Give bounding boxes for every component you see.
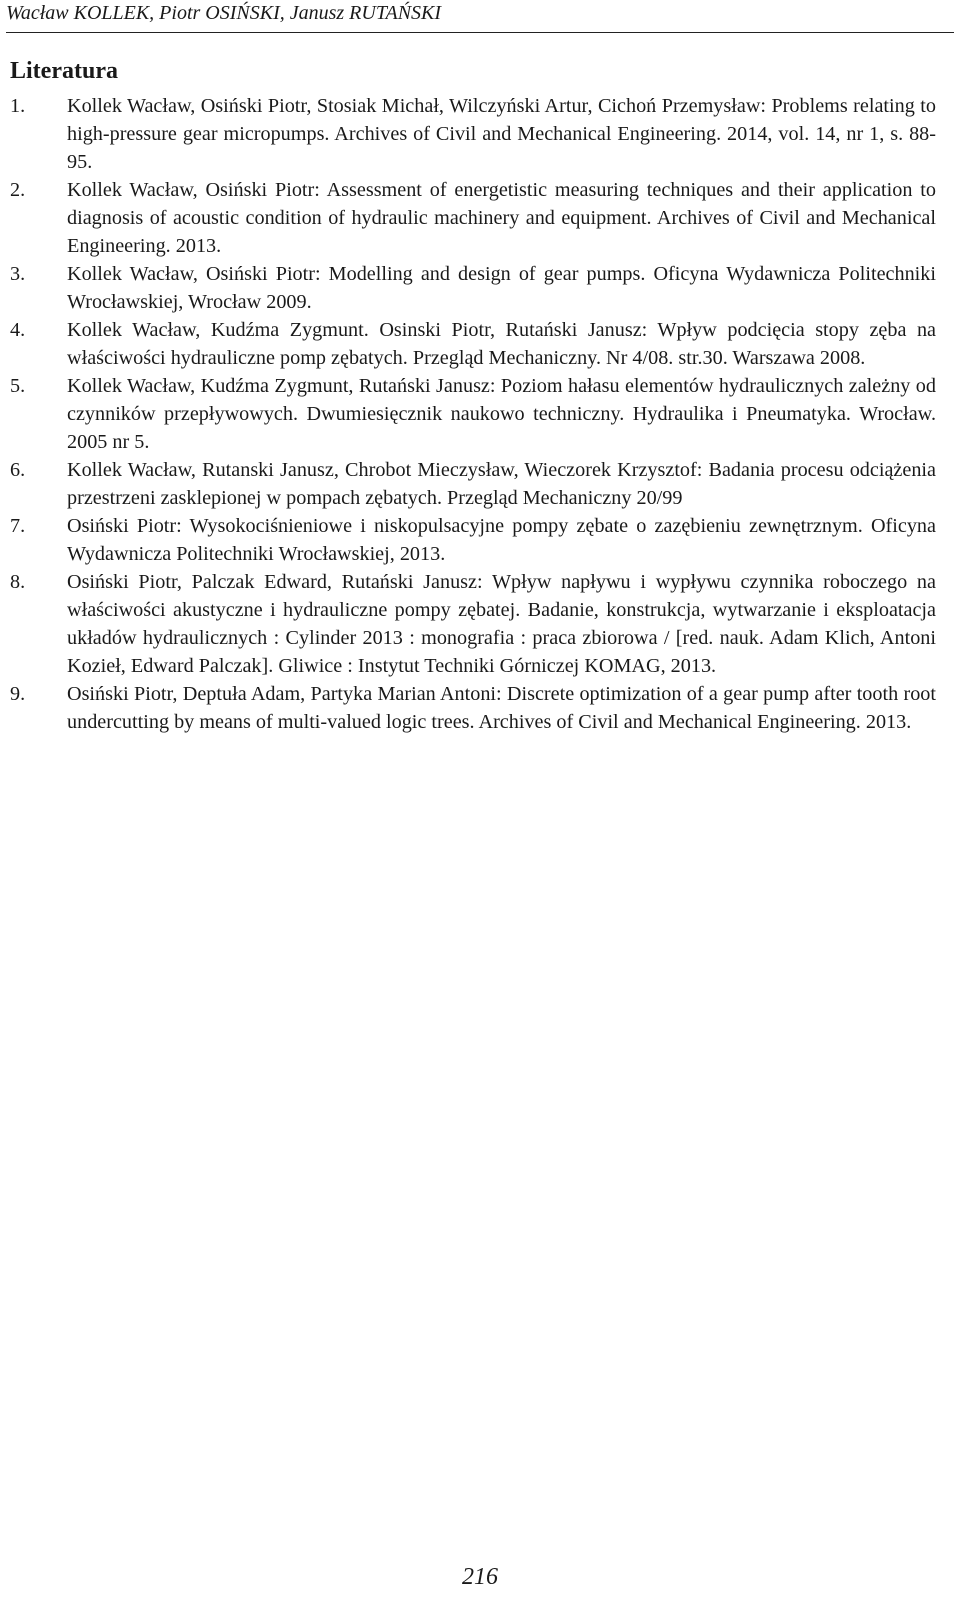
reference-number: 4. bbox=[10, 319, 26, 341]
reference-item-9 bbox=[10, 680, 936, 736]
reference-text: Osiński Piotr, Palczak Edward, Rutański Janusz: Wpływ napływu i wypływu czynnika roboczego na właściwości akustyczne i hydrauliczne pompy zębatej. Badanie, konstrukcja, wytwarzanie i eksploatacja układów hydraulicznych : Cylinder 2013 : monografia : praca zbiorowa / [red. nauk. Adam Klich, Antoni Kozieł, Edward Palczak]. Gliwice : Instytut Techniki Górniczej KOMAG, 2013. bbox=[67, 571, 936, 677]
reference-item-1 bbox=[10, 92, 936, 176]
reference-text: Kollek Wacław, Rutanski Janusz, Chrobot Mieczysław, Wieczorek Krzysztof: Badania procesu odciążenia przestrzeni zasklepionej w pompach zębatych. Przegląd Mechaniczny 20/99 bbox=[67, 459, 936, 509]
running-header-authors: Wacław KOLLEK, Piotr OSIŃSKI, Janusz RUTAŃSKI bbox=[6, 2, 442, 24]
reference-number: 1. bbox=[10, 95, 26, 117]
reference-item-5 bbox=[10, 372, 936, 456]
reference-text: Osiński Piotr: Wysokociśnieniowe i niskopulsacyjne pompy zębate o zazębieniu zewnętrznym. Oficyna Wydawnicza Politechniki Wrocławskiej, 2013. bbox=[67, 515, 936, 565]
section-heading: Literatura bbox=[10, 58, 118, 84]
reference-text: Kollek Wacław, Osiński Piotr: Assessment of energetistic measuring techniques and their application to diagnosis of acoustic condition of hydraulic machinery and equipment. Archives of Civil and Mechanical Engineering. 2013. bbox=[67, 179, 936, 257]
reference-text: Kollek Wacław, Kudźma Zygmunt. Osinski Piotr, Rutański Janusz: Wpływ podcięcia stopy zęba na właściwości hydrauliczne pomp zębatych. Przegląd Mechaniczny. Nr 4/08. str.30. Warszawa 2008. bbox=[67, 319, 936, 369]
reference-number: 2. bbox=[10, 179, 26, 201]
reference-number: 5. bbox=[10, 375, 26, 397]
reference-number: 7. bbox=[10, 515, 26, 537]
reference-number: 6. bbox=[10, 459, 26, 481]
page-number: 216 bbox=[462, 1564, 498, 1590]
reference-list bbox=[10, 92, 936, 736]
header-rule bbox=[6, 32, 954, 33]
reference-text: Kollek Wacław, Osiński Piotr, Stosiak Michał, Wilczyński Artur, Cichoń Przemysław: Problems relating to high-pressure gear micropumps. Archives of Civil and Mechanical Engineering. 2014, vol. 14, nr 1, s. 88-95. bbox=[67, 95, 936, 173]
reference-item-6 bbox=[10, 456, 936, 512]
reference-item-2 bbox=[10, 176, 936, 260]
reference-text: Osiński Piotr, Deptuła Adam, Partyka Marian Antoni: Discrete optimization of a gear pump after tooth root undercutting by means of multi-valued logic trees. Archives of Civil and Mechanical Engineering. 2013. bbox=[67, 683, 936, 733]
reference-text: Kollek Wacław, Osiński Piotr: Modelling and design of gear pumps. Oficyna Wydawnicza Politechniki Wrocławskiej, Wrocław 2009. bbox=[67, 263, 936, 313]
reference-number: 9. bbox=[10, 683, 26, 705]
reference-number: 8. bbox=[10, 571, 26, 593]
reference-text: Kollek Wacław, Kudźma Zygmunt, Rutański Janusz: Poziom hałasu elementów hydraulicznych zależny od czynników przepływowych. Dwumiesięcznik naukowo techniczny. Hydraulika i Pneumatyka. Wrocław. 2005 nr 5. bbox=[67, 375, 936, 453]
reference-number: 3. bbox=[10, 263, 26, 285]
reference-item-3 bbox=[10, 260, 936, 316]
reference-item-4 bbox=[10, 316, 936, 372]
reference-item-8 bbox=[10, 568, 936, 680]
reference-item-7 bbox=[10, 512, 936, 568]
